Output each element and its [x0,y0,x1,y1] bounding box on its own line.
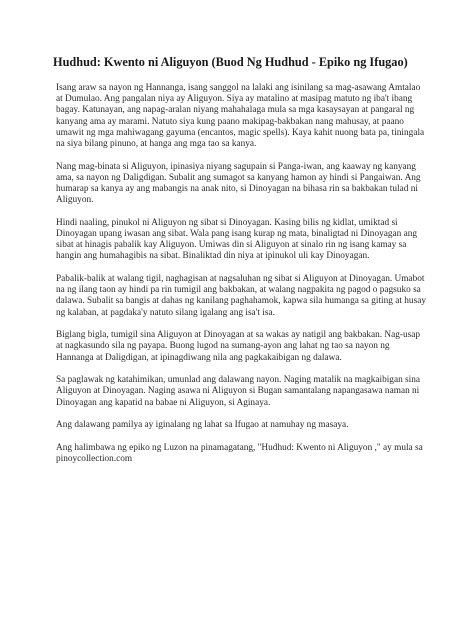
document-title: Hudhud: Kwento ni Aliguyon (Buod Ng Hudhud - Epiko ng Ifugao) [53,55,408,69]
paragraph-1: Isang araw sa nayon ng Hannanga, isang sanggol na lalaki ang isinilang sa mag-asawang Amtalao at Dumulao. Ang pangalan niya ay Aliguyon. Siya ay matalino at masipag matuto ng iba't ibang bagay. Katunayan, ang napag-aralan niyang mahahalaga mula sa mga kasaysayan at pangaral ng kanyang ama ay marami. Natuto siya kung paano makipag-bakbakan nang mahusay, at paano umawit ng mga mahiwagang gayuma (encantos, magic spells). Kaya kahit nuong bata pa, tiningala na siya bilang pinuno, at hanga ang mga tao sa kanya. [56,83,425,150]
paragraph-3: Hindi naaling, pinukol ni Aliguyon ng sibat si Dinoyagan. Kasing bilis ng kidlat, umiktad si Dinoyagan upang iwasan ang sibat. Wala pang isang kurap ng mata, binaligtad ni Dinoyagan ang sibat at hinagis pabalik kay Aliguyon. Umiwas din si Aliguyon at sinalo rin ng isang kamay sa hangin ang humahagibis na sibat. Binaliktad din niya at ipinukol uli kay Dinoyagan. [56,217,418,262]
paragraph-8: Ang halimbawa ng epiko ng Luzon na pinamagatang, "Hudhud: Kwento ni Aliguyon ," ay mula sa pinoycollection.com [56,442,423,465]
paragraph-7: Ang dalawang pamilya ay iginalang ng lahat sa Ifugao at namuhay ng masaya. [56,420,349,431]
paragraph-4: Pabalik-balik at walang tigil, naghagisan at nagsaluhan ng sibat si Aliguyon at Dinoyagan. Umabot na ng ilang taon ay hindi pa rin tumigil ang bakbakan, at walang nagpakita ng pagod o pagsuko sa dalawa. Subalit sa bangis at dahas ng kanilang paghahamok, kapwa sila humanga sa giting at husay ng kalaban, at pagdaka'y natuto silang igalang ang isa't isa. [56,274,426,318]
document-body [56,83,428,465]
paragraph-2: Nang mag-binata si Aliguyon, ipinasiya niyang sagupain si Panga-iwan, ang kaaway ng kanyang ama, sa nayon ng Daligdigan. Subalit ang sumagot sa kanyang hamon ay hindi si Pangaiwan. Ang humarap sa kanya ay ang mabangis na anak nito, si Dinoyagan na bihasa rin sa bakbakan tulad ni Aliguyon. [56,161,421,206]
paragraph-5: Biglang bigla, tumigil sina Aliguyon at Dinoyagan at sa wakas ay natigil ang bakbakan. Nag-usap at nagkasundo sila ng payapa. Buong lugod na sumang-ayon ang lahat ng tao sa nayon ng Hannanga at Daligdigan, at ipinagdiwang nila ang pagkakaibigan ng dalawa. [56,330,421,363]
paragraph-6: Sa paglawak ng katahimikan, umunlad ang dalawang nayon. Naging matalik na magkaibigan sina Aliguyon at Dinoyagan. Naging asawa ni Aliguyon si Bugan samantalang napangasawa naman ni Dinoyagan ang kapatid na babae ni Aliguyon, si Aginaya. [56,375,421,408]
